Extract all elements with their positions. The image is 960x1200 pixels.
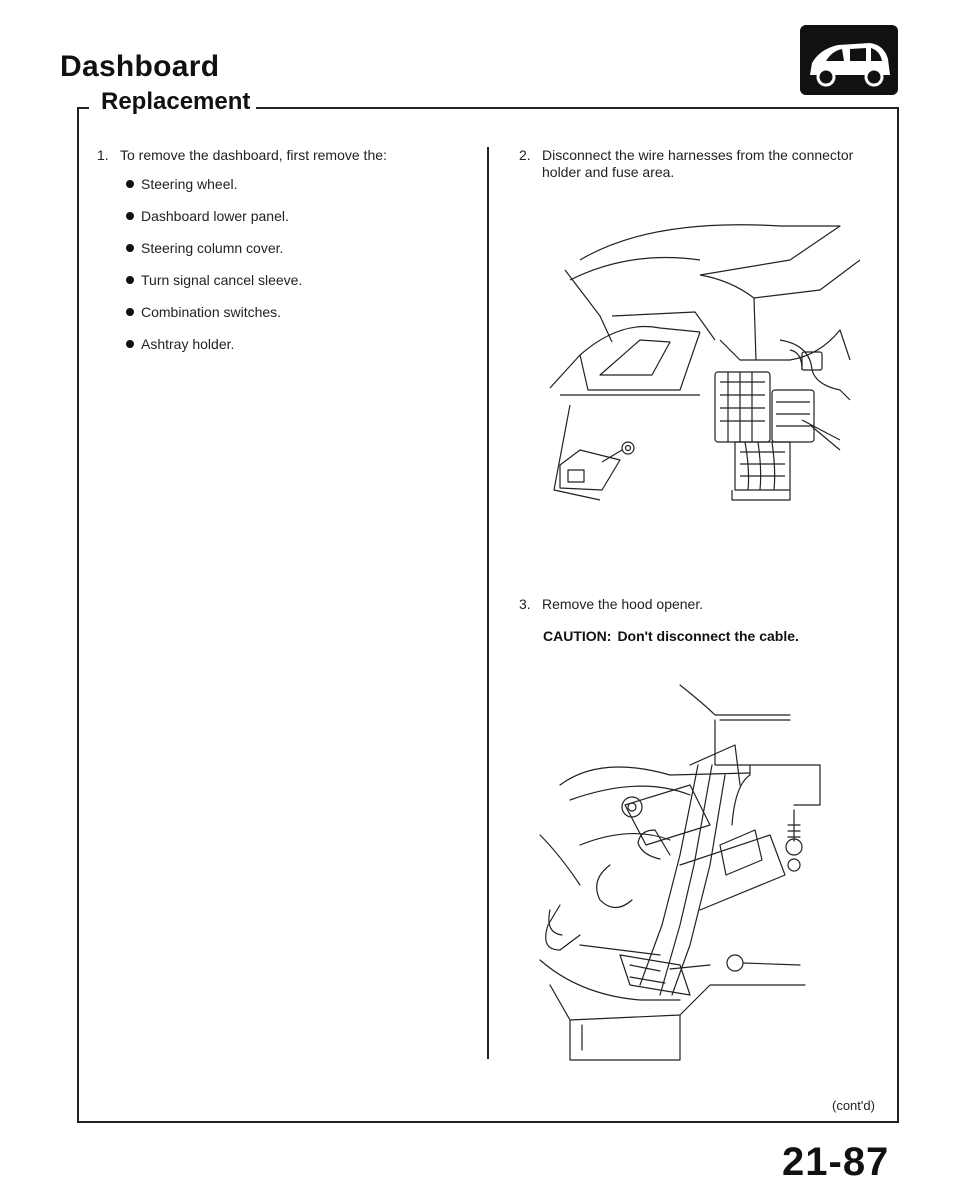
caution-note	[543, 628, 799, 644]
continued-note: (cont'd)	[832, 1098, 875, 1113]
step-number: 3.	[519, 596, 531, 612]
step-1	[97, 146, 457, 166]
list-item: Combination switches.	[126, 303, 302, 335]
section-title: Replacement	[98, 88, 256, 116]
step-2	[519, 146, 899, 186]
step-text: Remove the hood opener.	[542, 596, 704, 612]
removal-list	[126, 175, 302, 367]
step-text-line-1: Disconnect the wire harnesses from the connector	[542, 147, 854, 163]
caution-label: CAUTION:	[543, 628, 612, 644]
step-3	[519, 595, 899, 615]
list-item: Ashtray holder.	[126, 335, 302, 367]
step-number: 2.	[519, 147, 531, 163]
column-divider	[487, 147, 489, 1059]
car-side-icon	[800, 25, 898, 95]
step-text: To remove the dashboard, first remove the:	[120, 147, 387, 163]
list-item: Steering column cover.	[126, 239, 302, 271]
step-text-line-2: holder and fuse area.	[542, 164, 675, 180]
page-title: Dashboard	[60, 50, 220, 83]
connector-holder-illustration	[540, 220, 860, 510]
caution-text: Don't disconnect the cable.	[617, 628, 799, 644]
list-item: Turn signal cancel sleeve.	[126, 271, 302, 303]
list-item: Steering wheel.	[126, 175, 302, 207]
hood-opener-illustration	[520, 665, 860, 1075]
page-number: 21-87	[782, 1140, 890, 1184]
list-item: Dashboard lower panel.	[126, 207, 302, 239]
step-number: 1.	[97, 147, 109, 163]
